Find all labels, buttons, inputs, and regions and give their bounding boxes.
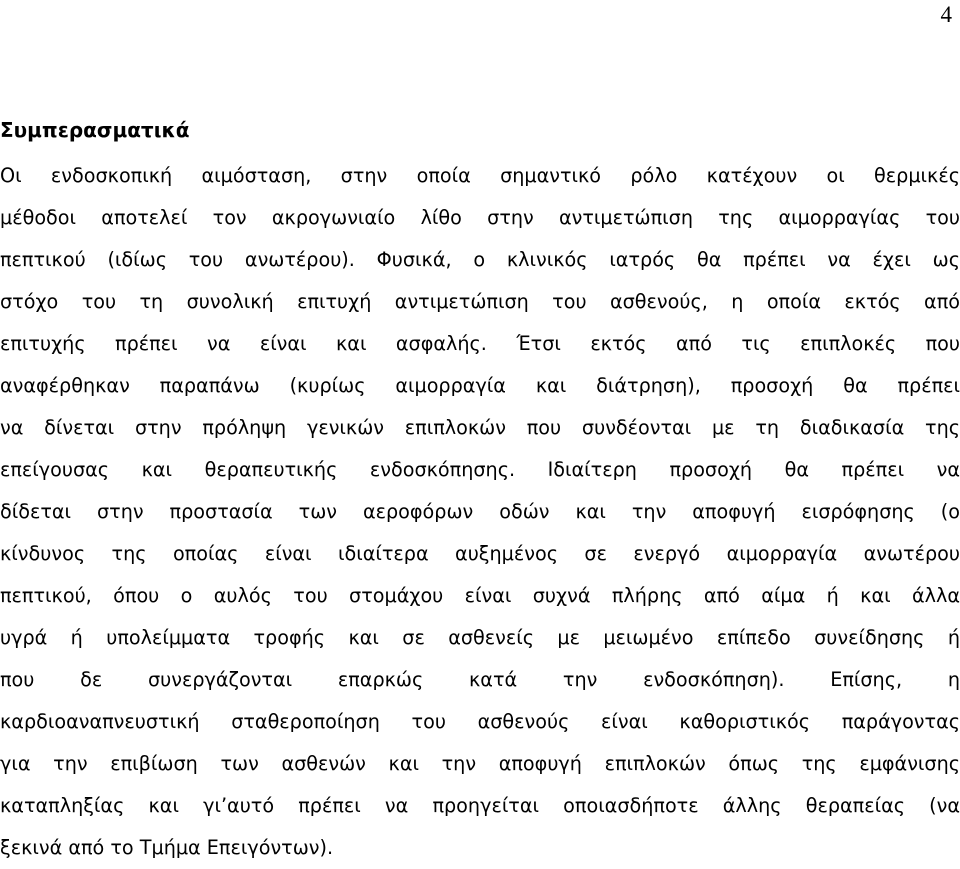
paragraph-line: πεπτικού, όπου ο αυλός του στομάχου είναι συχνά πλήρης από αίμα ή και άλλα — [0, 584, 960, 607]
paragraph-line: μέθοδοι αποτελεί τον ακρογωνιαίο λίθο στην αντιμετώπιση της αιμορραγίας του — [0, 206, 960, 229]
paragraph-line: πεπτικού (ιδίως του ανωτέρου). Φυσικά, ο κλινικός ιατρός θα πρέπει να έχει ως — [0, 248, 960, 271]
paragraph-line: δίδεται στην προστασία των αεροφόρων οδών και την αποφυγή εισρόφησης (ο — [0, 500, 960, 523]
paragraph-line: ξεκινά από το Τμήμα Επειγόντων). — [0, 836, 334, 859]
paragraph-line: επείγουσας και θεραπευτικής ενδοσκόπησης. Ιδιαίτερη προσοχή θα πρέπει να — [0, 458, 960, 481]
paragraph-line: υγρά ή υπολείμματα τροφής και σε ασθενείς με μειωμένο επίπεδο συνείδησης ή — [0, 626, 960, 649]
paragraph-line: που δε συνεργάζονται επαρκώς κατά την ενδοσκόπηση). Επίσης, η — [0, 668, 960, 691]
paragraph-line: κίνδυνος της οποίας είναι ιδιαίτερα αυξημένος σε ενεργό αιμορραγία ανωτέρου — [0, 542, 960, 565]
body-paragraph — [0, 155, 960, 869]
paragraph-line: καρδιοαναπνευστική σταθεροποίηση του ασθενούς είναι καθοριστικός παράγοντας — [0, 710, 960, 733]
section-heading: Συμπερασματικά — [0, 118, 190, 142]
paragraph-line: να δίνεται στην πρόληψη γενικών επιπλοκών που συνδέονται με τη διαδικασία της — [0, 416, 960, 439]
paragraph-line: αναφέρθηκαν παραπάνω (κυρίως αιμορραγία και διάτρηση), προσοχή θα πρέπει — [0, 374, 960, 397]
paragraph-line: επιτυχής πρέπει να είναι και ασφαλής. Έτσι εκτός από τις επιπλοκές που — [0, 332, 960, 355]
paragraph-line: για την επιβίωση των ασθενών και την αποφυγή επιπλοκών όπως της εμφάνισης — [0, 752, 960, 775]
paragraph-line: Οι ενδοσκοπική αιμόσταση, στην οποία σημαντικό ρόλο κατέχουν οι θερμικές — [0, 164, 960, 187]
paragraph-line: στόχο του τη συνολική επιτυχή αντιμετώπιση του ασθενούς, η οποία εκτός από — [0, 290, 960, 313]
page-number: 4 — [940, 2, 952, 27]
paragraph-line: καταπληξίας και γι’αυτό πρέπει να προηγείται οποιασδήποτε άλλης θεραπείας (να — [0, 794, 960, 817]
